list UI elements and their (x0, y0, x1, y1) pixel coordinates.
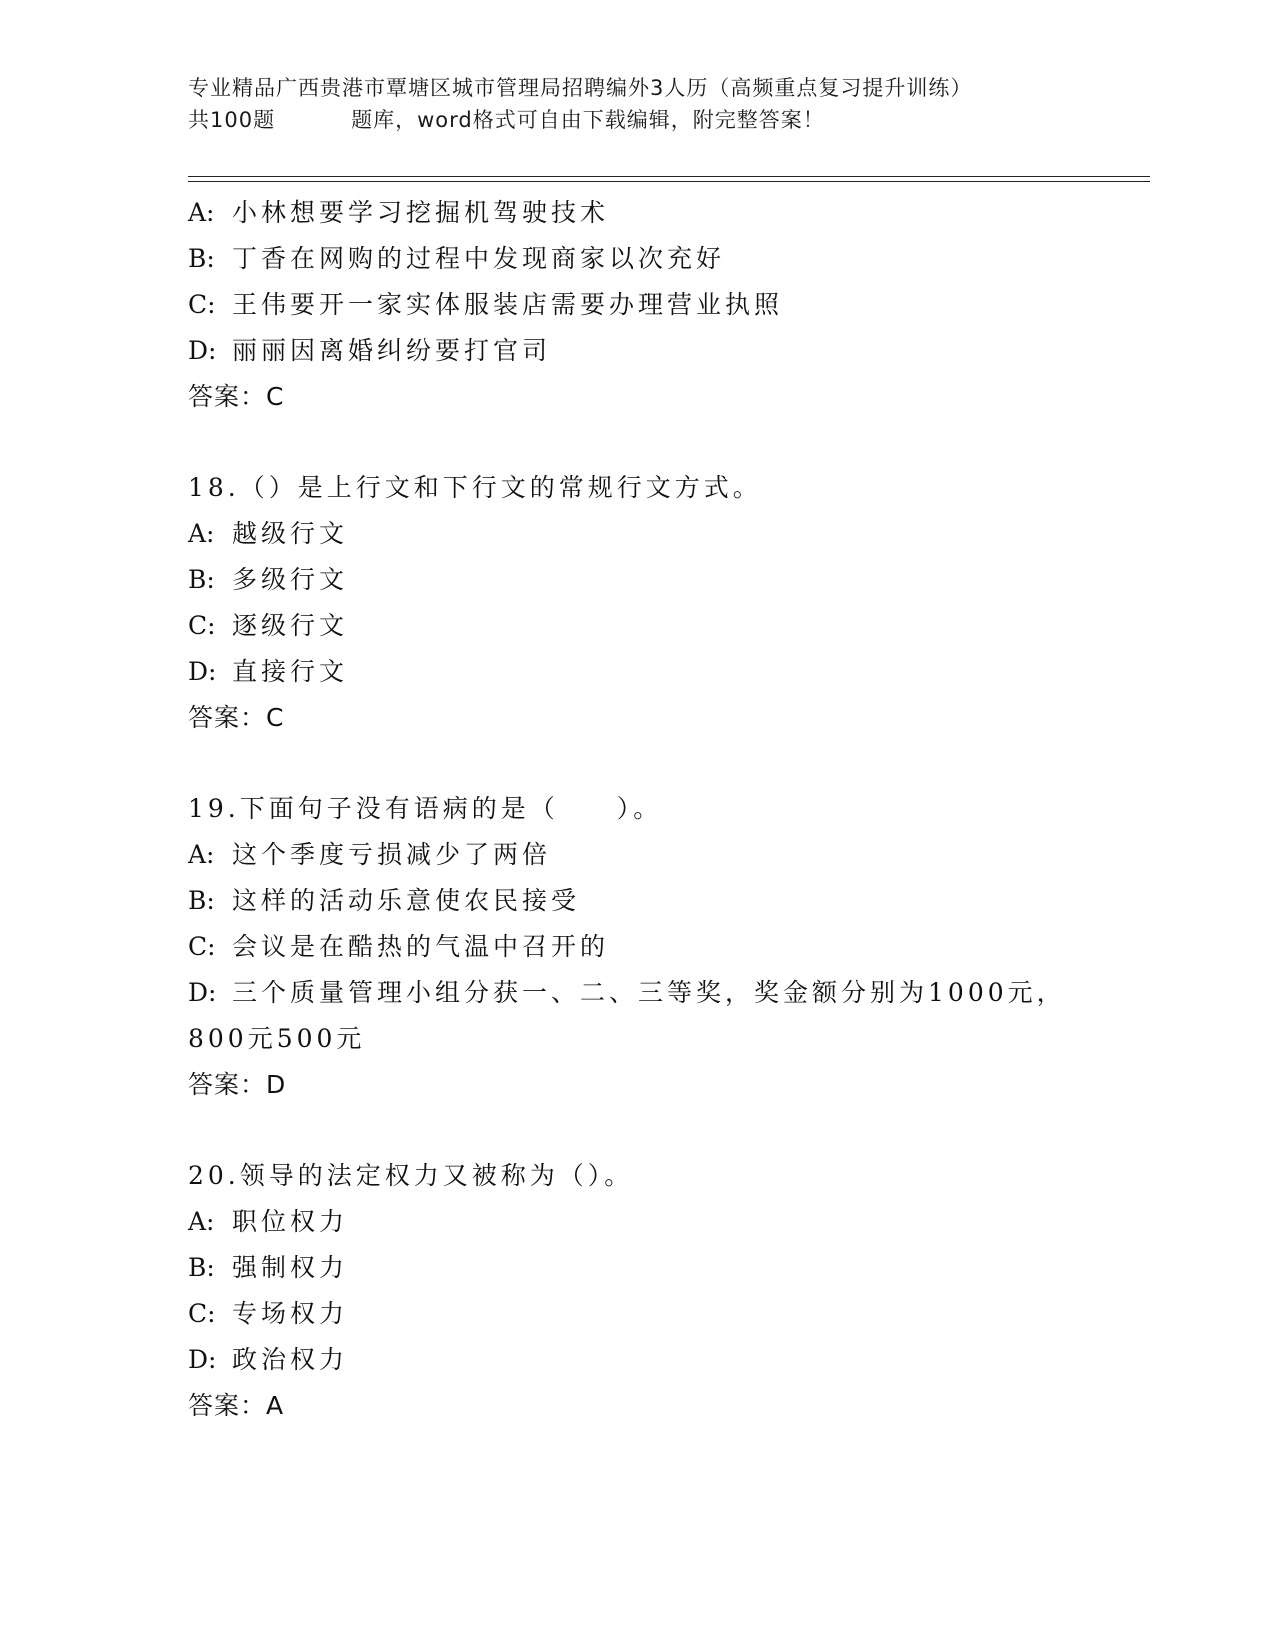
option-d: D: 三个质量管理小组分获一、二、三等奖，奖金额分别为1000元， (188, 978, 1066, 1007)
option-b: B: 多级行文 (188, 565, 349, 594)
question-19 (188, 786, 1148, 1108)
question-text: 19.下面句子没有语病的是（ ）。 (188, 794, 663, 823)
question-text: 18.（）是上行文和下行文的常规行文方式。 (188, 473, 762, 502)
option-d-continued: 800元500元 (188, 1024, 366, 1053)
answer: 答案：C (188, 382, 285, 411)
option-c: C: 专场权力 (188, 1299, 349, 1328)
option-a: A: 越级行文 (188, 519, 349, 548)
option-b: B: 这样的活动乐意使农民接受 (188, 886, 581, 915)
question-20 (188, 1153, 1148, 1429)
header-rule-top (188, 176, 1150, 177)
option-a: A: 这个季度亏损减少了两倍 (188, 840, 552, 869)
option-d: D: 政治权力 (188, 1345, 349, 1374)
option-d: D: 直接行文 (188, 657, 349, 686)
header-title: 专业精品广西贵港市覃塘区城市管理局招聘编外3人历（高频重点复习提升训练） (188, 76, 973, 100)
question-text: 20.领导的法定权力又被称为（）。 (188, 1161, 634, 1190)
option-a: A: 小林想要学习挖掘机驾驶技术 (188, 198, 610, 227)
option-b: B: 强制权力 (188, 1253, 349, 1282)
header-subtitle (188, 104, 1088, 136)
answer: 答案：A (188, 1391, 285, 1420)
option-c: C: 会议是在酷热的气温中召开的 (188, 932, 610, 961)
question-list (188, 190, 1148, 1429)
option-d: D: 丽丽因离婚纠纷要打官司 (188, 336, 552, 365)
header-count: 共100题 (188, 108, 276, 132)
option-b: B: 丁香在网购的过程中发现商家以次充好 (188, 244, 726, 273)
option-a: A: 职位权力 (188, 1207, 349, 1236)
option-c: C: 逐级行文 (188, 611, 349, 640)
header-note: 题库，word格式可自由下载编辑，附完整答案！ (351, 108, 825, 132)
question-18 (188, 465, 1148, 741)
answer: 答案：D (188, 1070, 287, 1099)
question-17 (188, 190, 1148, 420)
header-rule-bottom (188, 181, 1150, 182)
answer: 答案：C (188, 703, 285, 732)
option-c: C: 王伟要开一家实体服装店需要办理营业执照 (188, 290, 784, 319)
document-header (188, 72, 1088, 136)
